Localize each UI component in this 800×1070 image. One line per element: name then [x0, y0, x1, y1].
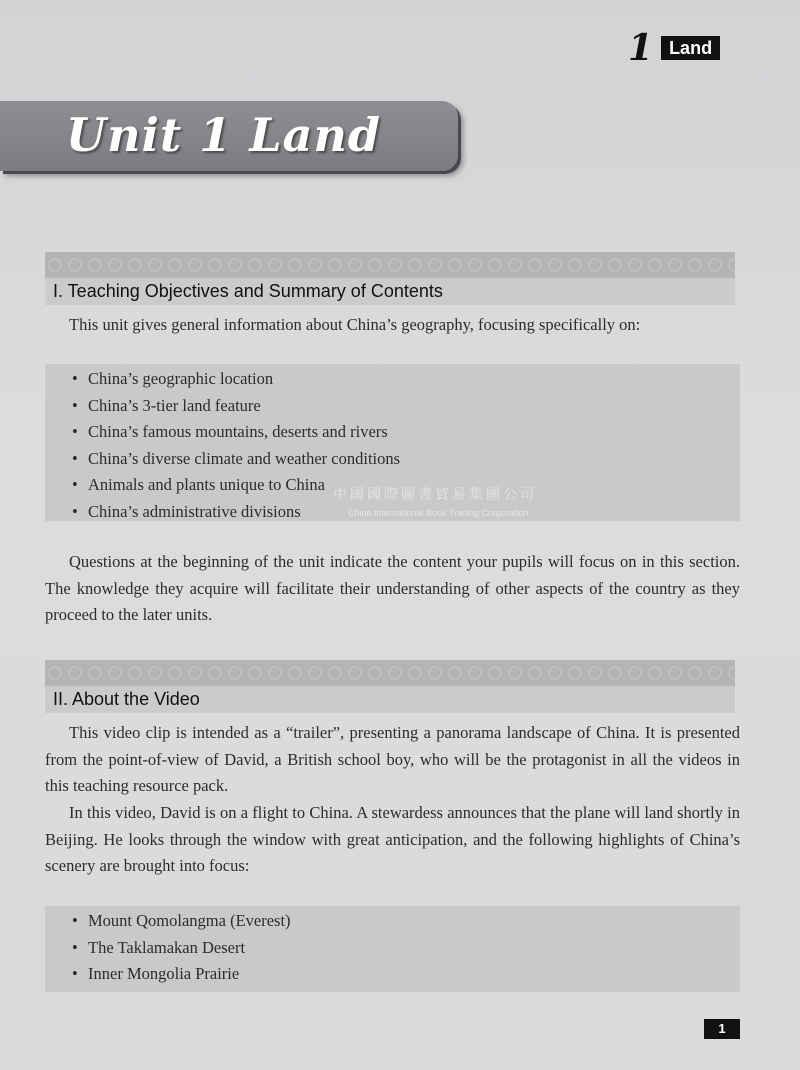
- page-number: 1: [704, 1019, 740, 1039]
- watermark-subtext: China International Book Trading Corporation: [348, 508, 529, 518]
- list-item: • China’s diverse climate and weather conditions: [72, 448, 401, 468]
- list-item: • China’s geographic location: [72, 369, 274, 388]
- unit-title: Unit 1 Land: [66, 108, 382, 162]
- section-heading-2: II. About the Video: [45, 686, 735, 713]
- list-item: • China’s 3-tier land feature: [72, 395, 261, 415]
- watermark: [253, 478, 553, 524]
- section-decor-band: [45, 660, 735, 686]
- list-item: • China’s administrative divisions: [72, 501, 301, 521]
- list-item: • The Taklamakan Desert: [72, 937, 246, 957]
- section2-paragraph-1: This video clip is intended as a “trailer”, presenting a panorama landscape of China. It is presented from the point-of-view of David, a British school boy, who will be the protagonist in all the videos in this teaching resource pack.: [45, 723, 740, 795]
- video-highlights-list: [45, 906, 740, 992]
- list-item: • Animals and plants unique to China: [72, 475, 325, 494]
- chapter-number: 1: [628, 27, 654, 69]
- list-item: • Mount Qomolangma (Everest): [72, 911, 291, 930]
- section1-paragraph: Questions at the beginning of the unit indicate the content your pupils will focus on in this section. The knowledge they acquire will facilitate their understanding of other aspects of the country as they proceed to the later units.: [45, 552, 740, 624]
- section-heading-1: I. Teaching Objectives and Summary of Contents: [45, 278, 735, 305]
- section1-intro: This unit gives general information about China’s geography, focusing specifically on:: [69, 315, 641, 334]
- list-item: • China’s famous mountains, deserts and rivers: [72, 422, 388, 441]
- section-decor-band: [45, 252, 735, 278]
- watermark-text: 中國國際圖書貿易集團公司: [333, 487, 537, 503]
- chapter-header: [628, 27, 720, 69]
- chapter-word: Land: [661, 36, 720, 60]
- list-item: • Inner Mongolia Prairie: [72, 964, 240, 983]
- section2-paragraph-2: In this video, David is on a flight to China. A stewardess announces that the plane will land shortly in Beijing. He looks through the window with great anticipation, and the following highlights of China’s scenery are brought into focus:: [45, 803, 740, 875]
